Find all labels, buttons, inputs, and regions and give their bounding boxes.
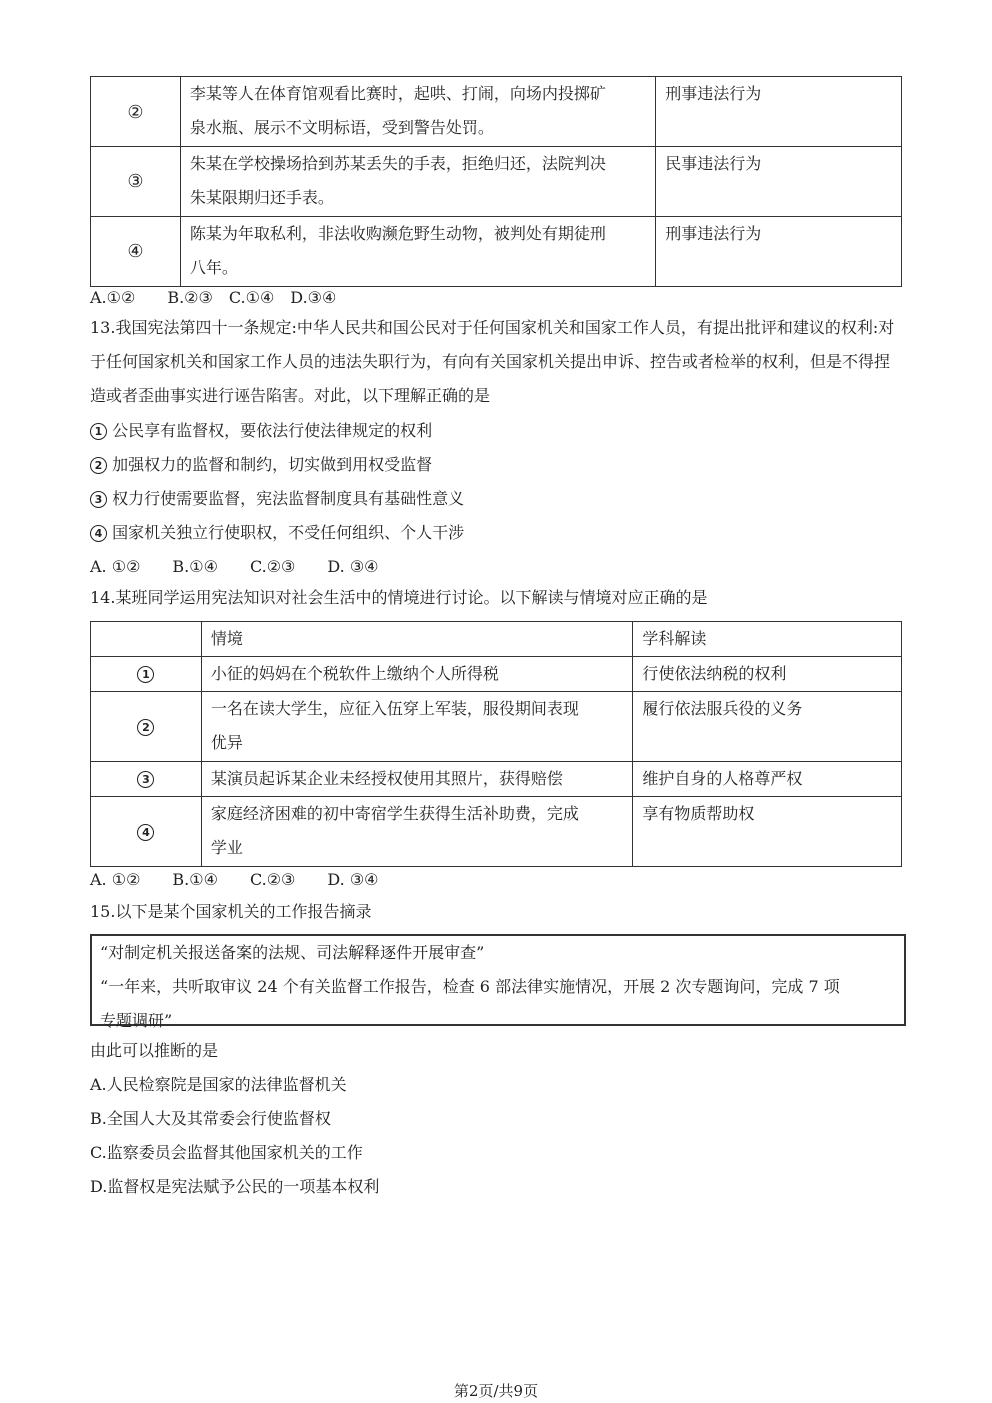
q15-choice-b: B.全国人大及其常委会行使监督权 (90, 1109, 331, 1128)
scenario-cell: 陈某为年取私利，非法收购濒危野生动物，被判处有期徒刑 八年。 (180, 217, 655, 287)
scenario-cell: 某演员起诉某企业未经授权使用其照片，获得赔偿 (201, 762, 632, 797)
q15-choice-d: D.监督权是宪法赋予公民的一项基本权利 (90, 1177, 380, 1196)
table-row (91, 217, 902, 287)
table-header-row (91, 622, 902, 657)
scenario-cell: 朱某在学校操场拾到苏某丢失的手表，拒绝归还，法院判决 朱某限期归还手表。 (180, 147, 655, 217)
column-header: 情境 (201, 622, 632, 657)
q14-options: A. ①② B.①④ C.②③ D. ③④ (90, 870, 379, 889)
table-row (91, 77, 902, 147)
row-number: 3 (137, 771, 154, 788)
scenario-cell: 一名在读大学生，应征入伍穿上军装，服役期间表现 优异 (201, 692, 632, 762)
report-excerpt-box: “对制定机关报送备案的法规、司法解释逐件开展审查” “一年来，共听取审议 24 个有关监督工作报告，检查 6 部法律实施情况，开展 2 次专题询问，完成 7 项 专题调研” (90, 934, 906, 1026)
q14-table (90, 621, 902, 867)
type-cell: 刑事违法行为 (656, 77, 902, 147)
row-number: ④ (91, 217, 181, 287)
table-row (91, 657, 902, 692)
reading-cell: 行使依法纳税的权利 (633, 657, 902, 692)
q15-choice-c: C.监察委员会监督其他国家机关的工作 (90, 1143, 363, 1162)
type-cell: 民事违法行为 (656, 147, 902, 217)
table-row (91, 797, 902, 867)
scenario-cell: 家庭经济困难的初中寄宿学生获得生活补助费，完成 学业 (201, 797, 632, 867)
q12-table (90, 76, 902, 287)
q13-item: 2 加强权力的监督和制约，切实做到用权受监督 (90, 453, 432, 477)
row-number: ② (91, 77, 181, 147)
reading-cell: 享有物质帮助权 (633, 797, 902, 867)
row-number: ③ (91, 147, 181, 217)
q15-prompt: 由此可以推断的是 (90, 1041, 219, 1060)
q13-stem: 13.我国宪法第四十一条规定:中华人民共和国公民对于任何国家机关和国家工作人员，有提出批评和建议的权利:对于任何国家机关和国家工作人员的违法失职行为，有向有关国家机关提出申诉、控告或者检举的权利，但是不得捏造或者歪曲事实进行诬告陷害。对此，以下理解正确的是 (90, 318, 895, 405)
reading-cell: 履行依法服兵役的义务 (633, 692, 902, 762)
scenario-cell: 小征的妈妈在个税软件上缴纳个人所得税 (201, 657, 632, 692)
page-footer: 第2页/共9页 (453, 1382, 539, 1400)
row-number: 1 (137, 666, 154, 683)
q12-options: A.①② B.②③ C.①④ D.③④ (90, 288, 337, 307)
reading-cell: 维护自身的人格尊严权 (633, 762, 902, 797)
row-number: 4 (137, 824, 154, 841)
row-number: 2 (137, 719, 154, 736)
q15-stem: 15.以下是某个国家机关的工作报告摘录 (90, 902, 372, 921)
scenario-cell: 李某等人在体育馆观看比赛时，起哄、打闹，向场内投掷矿 泉水瓶、展示不文明标语，受到警告处罚。 (180, 77, 655, 147)
table-row (91, 762, 902, 797)
column-header: 学科解读 (633, 622, 902, 657)
table-row (91, 147, 902, 217)
q14-stem: 14.某班同学运用宪法知识对社会生活中的情境进行讨论。以下解读与情境对应正确的是 (90, 588, 708, 607)
type-cell: 刑事违法行为 (656, 217, 902, 287)
q15-choice-a: A.人民检察院是国家的法律监督机关 (90, 1075, 347, 1094)
q13-item: 1 公民享有监督权，要依法行使法律规定的权利 (90, 419, 432, 443)
q13-options: A. ①② B.①④ C.②③ D. ③④ (90, 557, 379, 576)
q13-item: 3 权力行使需要监督，宪法监督制度具有基础性意义 (90, 487, 464, 511)
q13-item: 4 国家机关独立行使职权，不受任何组织、个人干涉 (90, 521, 464, 545)
table-row (91, 692, 902, 762)
